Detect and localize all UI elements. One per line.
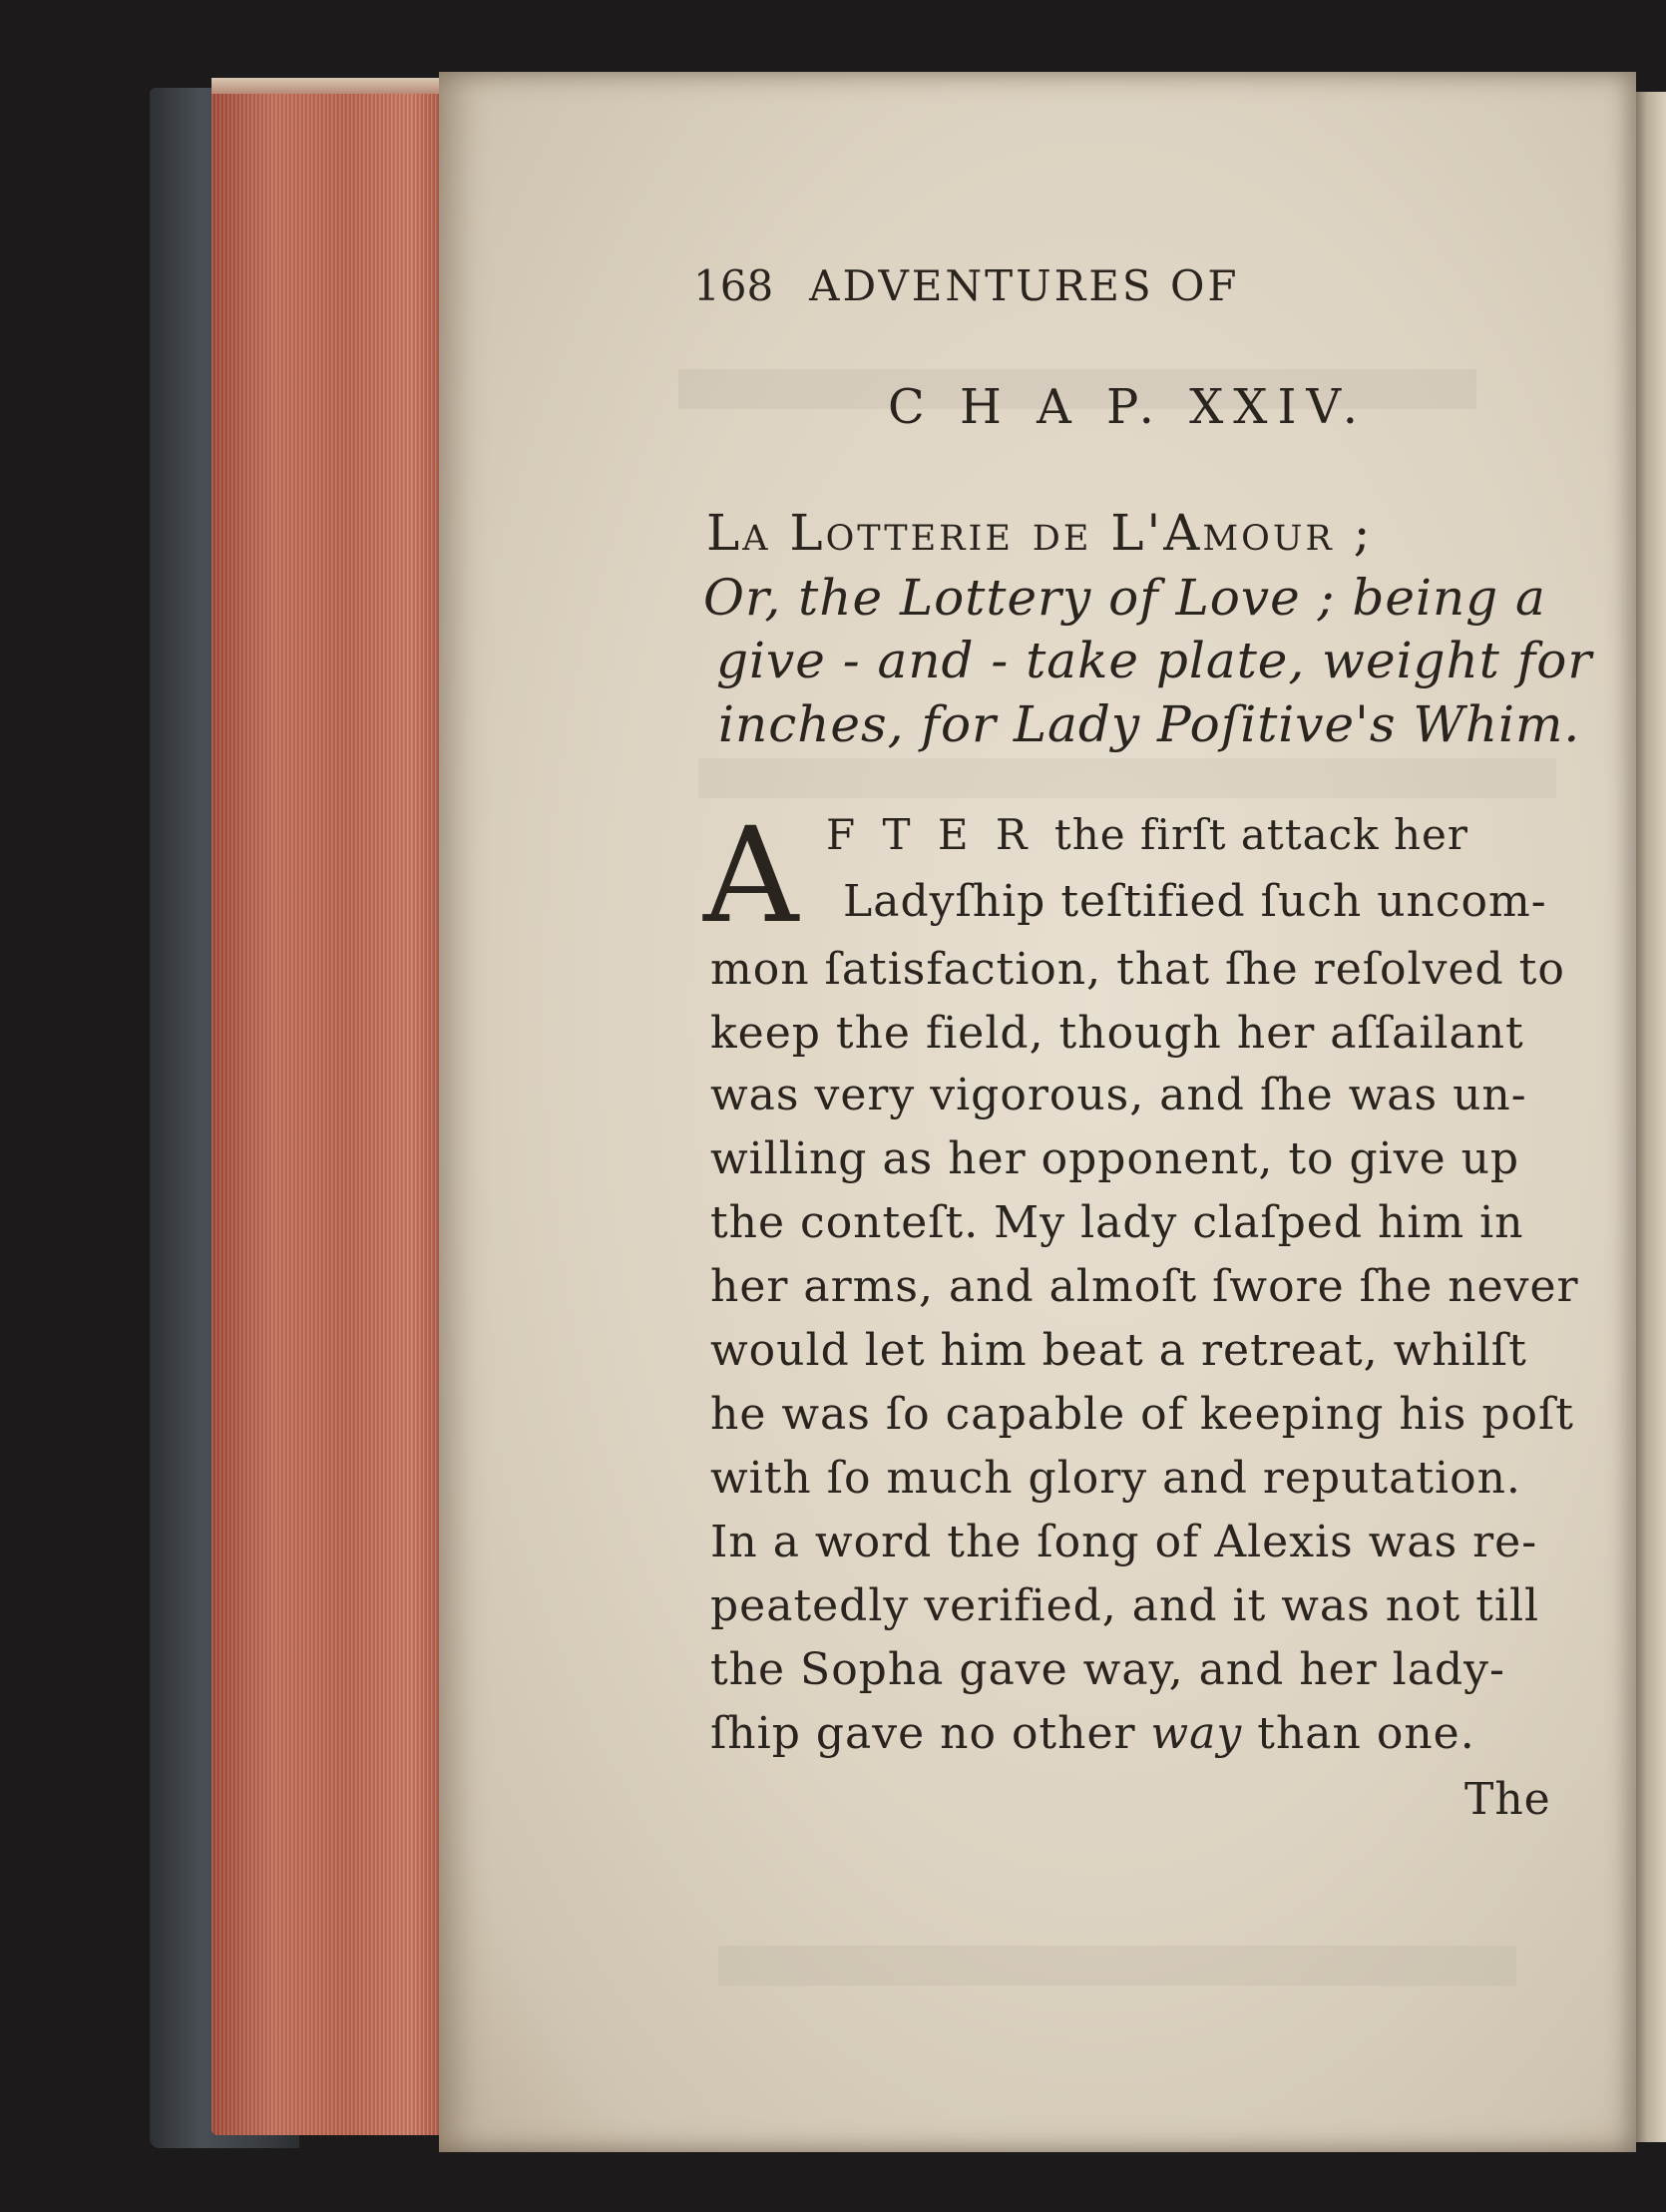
last-line-after: than one. [1242, 1708, 1475, 1759]
chapter-subtitle-line: Or, the Lottery of Love ; being a [703, 569, 1546, 627]
body-line: mon ſatisfaction, that ſhe reſolved to [710, 944, 1565, 995]
first-line-rest: the firſt attack her [1053, 810, 1468, 859]
show-through-shadow [718, 1946, 1516, 1986]
drop-cap: A [703, 799, 799, 953]
chapter-subtitle-line: give - and - take plate, weight for [716, 632, 1593, 689]
body-line: peatedly verified, and it was not till [710, 1580, 1540, 1631]
page-number: 168 [693, 261, 774, 310]
chapter-title: La Lotterie de L'Amour ; [706, 504, 1374, 562]
body-line: keep the field, though her aſſailant [710, 1008, 1524, 1059]
show-through-shadow [698, 758, 1556, 798]
body-line: the Sopha gave way, and her lady- [710, 1644, 1505, 1695]
catchword: The [1464, 1774, 1551, 1825]
body-line: would let him beat a retreat, whilſt [710, 1325, 1527, 1376]
first-line-caps: F T E R [826, 810, 1035, 859]
body-line: with ſo much glory and reputation. [710, 1453, 1521, 1504]
body-line: the conteſt. My lady claſped him in [710, 1197, 1524, 1248]
last-line-before: ſhip gave no other [710, 1708, 1151, 1759]
body-line: was very vigorous, and ſhe was un- [710, 1070, 1527, 1120]
body-line: willing as her opponent, to give up [710, 1133, 1520, 1184]
last-line-italic: way [1150, 1708, 1243, 1759]
body-line: her arms, and almoſt ſwore ſhe never [710, 1261, 1579, 1312]
running-head [693, 261, 1240, 310]
running-title: ADVENTURES OF [809, 261, 1240, 310]
page-block-edge [211, 80, 461, 2135]
first-line [826, 810, 1468, 859]
chapter-heading: C H A P. XXIV. [888, 379, 1368, 435]
body-line: he was ſo capable of keeping his poſt [710, 1389, 1574, 1440]
page-block-top [211, 78, 461, 94]
facing-page-edge [1632, 92, 1666, 2142]
body-line: In a word the ſong of Alexis was re- [710, 1517, 1538, 1567]
body-line-last [710, 1708, 1475, 1759]
chapter-subtitle-line: inches, for Lady Poſitive's Whim. [718, 695, 1581, 753]
body-line: Ladyſhip teſtified ſuch uncom- [843, 876, 1547, 927]
